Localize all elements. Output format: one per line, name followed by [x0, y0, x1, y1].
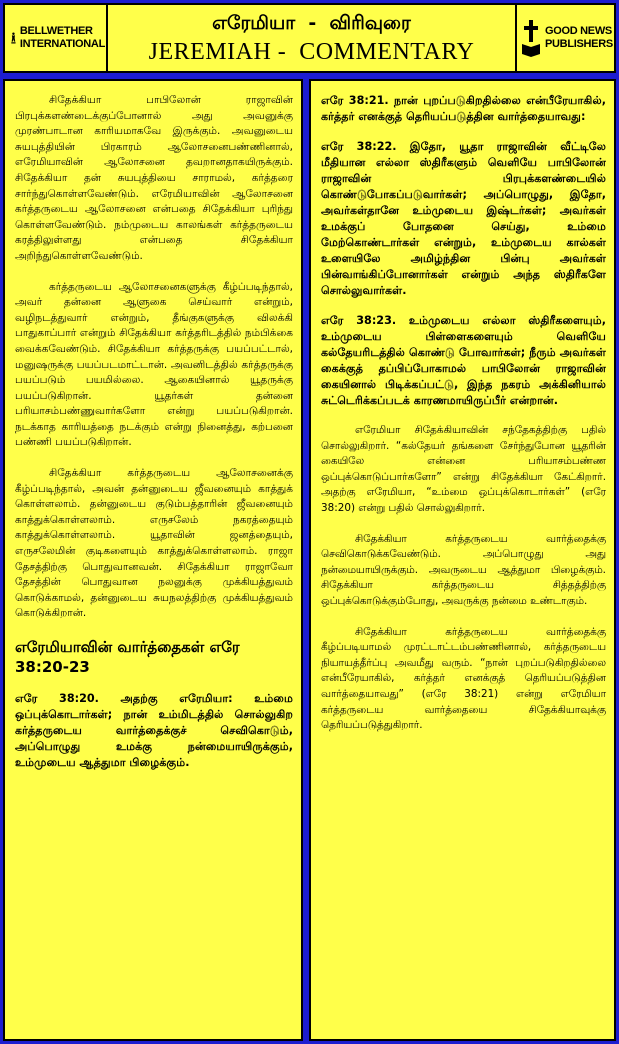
- cross-and-book-icon: [521, 18, 541, 58]
- left-paragraph-2: கர்த்தருடைய ஆலோசனைகளுக்கு கீழ்ப்படிந்தால், அவர் தன்னை ஆளுகை செய்வார் என்றும், வழிநடத்துவார் என்றும், தீங்குகளுக்கு விலக்கி பாதுகாப்பார் என்றும் சிதேக்கியா கர்த்தரிடத்தில் நம்பிக்கை வைக்கவேண்டும். சிதேக்கியா கர்த்தருக்கு பயப்பட்டால், மனுஷருக்கு பயப்படமாட்டான். அவனிடத்தில் கர்த்தருக்கு பயப்படும் பயமில்லை. ஆகையினால் யூதருக்கு பயப்படுகிறான். யூதர்கள் தன்னை பரியாசம்பண்ணுவார்களோ என்று பயப்படுகிறான். நடக்காத காரியத்தை நடக்கும் என்று நினைத்து, கற்பனை பண்ணி பயப்படுகிறான்.: [15, 280, 293, 449]
- right-paragraph-2: சிதேக்கியா கர்த்தருடைய வார்த்தைக்கு செவிகொடுக்கவேண்டும். அப்பொழுது அது நன்மையாயிருக்கும். அவருடைய ஆத்துமா பிழைக்கும். சிதேக்கியா கர்த்தருடைய சித்தத்திற்கு ஒப்புக்கொடுக்கும்போது, அவருக்கு நன்மை உண்டாகும்.: [321, 532, 606, 607]
- title-tamil: எரேமியா - விரிவுரை: [212, 12, 411, 34]
- section-heading: எரேமியாவின் வார்த்தைகள் எரே 38:20-23: [15, 638, 240, 676]
- title-block: [110, 5, 513, 71]
- right-paragraph-3: சிதேக்கியா கர்த்தருடைய வார்த்தைக்கு கீழ்ப்படியாமல் முரட்டாட்டம்பண்ணினால், கர்த்தருடைய நியாயத்தீர்ப்பு அவமீது வரும். “நான் புறப்படுகிறதில்லை என்பீரேயாகில், கர்த்தர் எனக்குத் தெரியப்படுத்தின வார்த்தையாவது” (எரே 38:21) என்று எரேமியா கர்த்தருடைய வார்த்தையை சிதேக்கியாவுக்கு தெரியப்படுத்துகிறார்.: [321, 625, 606, 732]
- left-paragraph-3: சிதேக்கியா கர்த்தருடைய ஆலோசனைக்கு கீழ்ப்படிந்தால், அவன் தன்னுடைய ஜீவனையும் காத்துக் கொள்ளலாம். தன்னுடைய குடும்பத்தாரின் ஜீவனையும் காத்துக்கொள்ளலாம். எருசலேம் நகரத்தையும் காத்துக்கொள்ளலாம். யூதாவின் ஜனத்தையும், எருசலேமின் குடிகளையும் காத்துக்கொள்ளலாம். ராஜா தேசத்திற்கு பொதுவானவன். சிதேக்கியா ராஜாவோ தேசத்தின் பொதுவான நலனுக்கு முக்கியத்துவம் கொடுக்காமல், தன்னுடைய சுயநலத்திற்கு முக்கியத்துவம் கொடுக்கிறான்.: [15, 467, 293, 620]
- right-column: [309, 79, 616, 1041]
- header-divider-left: [106, 5, 108, 71]
- verse-38-22: எரே 38:22. இதோ, யூதா ராஜாவின் வீட்டிலே மீதியான எல்லா ஸ்திரீகளும் வெளியே பாபிலோன் ராஜாவின் பிரபுக்களண்டையில் கொண்டுபோகப்படுவார்கள்; அப்பொழுது, இதோ, அவர்கள்தானே உம்முடைய இஷ்டர்கள்; அவர்கள் உமக்குப் போதனை செய்து, உம்மை மேற்கொண்டார்கள் என்றும், உம்முடைய கால்கள் உளையிலே அமிழ்ந்தின பின்பு அவர்கள் பின்வாங்கிப்போனார்கள் என்றும் அந்த ஸ்திரீகளே சொல்லுவார்கள்.: [321, 140, 606, 297]
- left-column: [3, 79, 303, 1041]
- title-english: JEREMIAH - COMMENTARY: [148, 39, 475, 65]
- left-paragraph-1: சிதேக்கியா பாபிலோன் ராஜாவின் பிரபுக்களண்டைக்குப்போனால் அது அவனுக்கு முரண்பாடான காரியமாகவே இருக்கும். அவனுடைய சுயபுத்தியின் பிரகாரம் ஆலோசனைபண்ணினால், எரேமியாவின் ஆலோசனை தவறானதாகயிருக்கும். சிதேக்கியா தன் சுயபுத்தியை சாராமல், கர்த்தரை சார்ந்துகொள்ளவேண்டும். எரேமியாவின் ஆலோசனை கர்த்தருடைய ஆலோசனை என்பதை சிதேக்கியா புரிந்து கொள்ளவேண்டும். நம்முடைய காலங்கள் கர்த்தருடைய கரத்திலுள்ளது என்பதை சிதேக்கியா அறிந்துகொள்ளவேண்டும்.: [15, 94, 293, 262]
- right-logo-line2: PUBLISHERS: [545, 38, 613, 50]
- bellwether-logo: [11, 5, 105, 71]
- verse-38-20: எரே 38:20. அதற்கு எரேமியா: உம்மை ஒப்புக்கொடார்கள்; நான் உம்மிடத்தில் சொல்லுகிற கர்த்தருடைய வார்த்தைக்குச் செவிகொடும், அப்பொழுது உமக்கு நன்மையாயிருக்கும், உம்முடைய ஆத்துமா பிழைக்கும்.: [15, 692, 293, 769]
- right-logo-line1: GOOD NEWS: [545, 25, 612, 37]
- header-banner: [3, 3, 616, 73]
- good-news-logo: [521, 5, 613, 71]
- left-logo-line2: INTERNATIONAL: [19, 38, 105, 50]
- verse-38-21: எரே 38:21. நான் புறப்படுகிறதில்லை என்பீரேயாகில், கர்த்தர் எனக்குத் தெரியப்படுத்தின வார்த்தையாவது:: [321, 94, 606, 123]
- right-paragraph-1: எரேமியா சிதேக்கியாவின் சந்தேகத்திற்கு பதில் சொல்லுகிறார். “கல்தேயர் தங்களை சேர்ந்துபோன யூதரின் கையிலே என்னை பரியாசம்பண்ண ஒப்புக்கொடுப்பார்களோ” என்று சிதேக்கியா கேட்கிறார். அதற்கு எரேமியா, “உம்மை ஒப்புக்கொடார்கள்” (எரே 38:20) என்று பதில் சொல்லுகிறார்.: [321, 424, 606, 514]
- left-logo-line1: BELLWETHER: [19, 25, 93, 37]
- verse-38-23: எரே 38:23. உம்முடைய எல்லா ஸ்திரீகளையும், உம்முடைய பிள்ளைகளையும் வெளியே கல்தேயரிடத்தில் கொண்டு போவார்கள்; நீரும் அவர்கள் கைக்குத் தப்பிப்போகாமல் பாபிலோன் ராஜாவின் கையினால் பிடிக்கப்பட்டு, இந்த நகரம் அக்கினியால் சுட்டெரிக்கப்படக் காரணமாயிருப்பீர் என்றான்.: [321, 314, 606, 407]
- header-divider-right: [515, 5, 517, 71]
- ram-with-globe-icon: [11, 18, 16, 58]
